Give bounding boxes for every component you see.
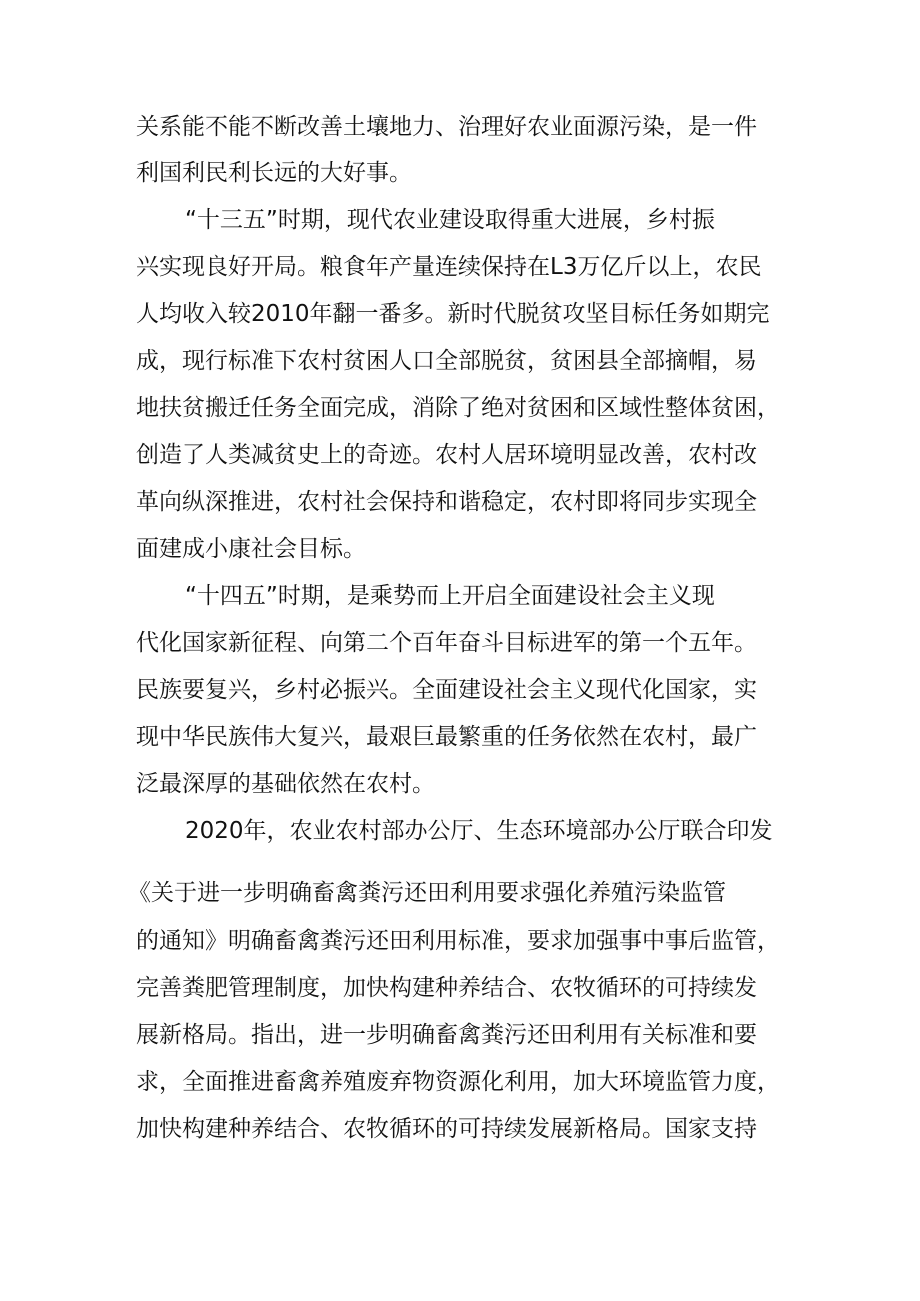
- paragraph-2-line-1: [0, 197, 920, 243]
- paragraph-3-line-5: [0, 761, 920, 807]
- text-line: 《关于进一步明确畜禽粪污还田利用要求强化养殖污染监管: [128, 880, 726, 906]
- text-line: 加快构建种养结合、农牧循环的可持续发展新格局。国家支持: [136, 1116, 757, 1142]
- paragraph-1-line-1: [0, 104, 920, 150]
- paragraph-3-line-1: [0, 573, 920, 619]
- text-line: 面建成小康社会目标。: [136, 536, 366, 562]
- text-line: 泛最深厚的基础依然在农村。: [136, 771, 435, 797]
- text-line: 成，现行标准下农村贫困人口全部脱贫，贫困县全部摘帽，易: [136, 348, 757, 374]
- paragraph-3-line-3: [0, 667, 920, 713]
- text-line: 的通知》明确畜禽粪污还田利用标准，要求加强事中事后监管，: [136, 928, 780, 954]
- text-line: 2020年，农业农村部办公厅、生态环境部办公厅联合印发: [185, 818, 773, 844]
- text-line: “十四五”时期，是乘势而上开启全面建设社会主义现: [185, 583, 715, 609]
- paragraph-4-line-5: [0, 1012, 920, 1058]
- paragraph-4-line-4: [0, 965, 920, 1011]
- text-line: 求，全面推进畜禽养殖废弃物资源化利用，加大环境监管力度，: [136, 1069, 780, 1095]
- text-line: 地扶贫搬迁任务全面完成，消除了绝对贫困和区域性整体贫困，: [136, 395, 780, 421]
- text-line: 展新格局。指出，进一步明确畜禽粪污还田利用有关标准和要: [136, 1022, 757, 1048]
- paragraph-2-line-2: [0, 244, 920, 290]
- text-line: 人均收入较2010年翻一番多。新时代脱贫攻坚目标任务如期完: [136, 301, 770, 327]
- text-line: “十三五”时期，现代农业建设取得重大进展，乡村振: [185, 207, 715, 233]
- paragraph-2-line-7: [0, 479, 920, 525]
- text-line: 现中华民族伟大复兴，最艰巨最繁重的任务依然在农村，最广: [136, 724, 757, 750]
- paragraph-2-line-8: [0, 526, 920, 572]
- paragraph-3-line-2: [0, 620, 920, 666]
- paragraph-4-line-6: [0, 1059, 920, 1105]
- paragraph-3-line-4: [0, 714, 920, 760]
- paragraph-2-line-6: [0, 432, 920, 478]
- text-line: 民族要复兴，乡村必振兴。全面建设社会主义现代化国家，实: [136, 677, 757, 703]
- text-line: 关系能不能不断改善土壤地力、治理好农业面源污染，是一件: [136, 114, 757, 140]
- paragraph-2-line-4: [0, 338, 920, 384]
- text-line: 完善粪肥管理制度，加快构建种养结合、农牧循环的可持续发: [136, 975, 757, 1001]
- text-line: 利国利民利长远的大好事。: [136, 160, 412, 186]
- paragraph-4-line-3: [0, 918, 920, 964]
- paragraph-2-line-5: [0, 385, 920, 431]
- text-line: 革向纵深推进，农村社会保持和谐稳定，农村即将同步实现全: [136, 489, 757, 515]
- paragraph-1-line-2: [0, 150, 920, 196]
- paragraph-4-line-1: [0, 808, 920, 854]
- text-line: 兴实现良好开局。粮食年产量连续保持在L3万亿斤以上，农民: [136, 254, 762, 280]
- text-line: 代化国家新征程、向第二个百年奋斗目标进军的第一个五年。: [136, 630, 757, 656]
- paragraph-4-line-7: [0, 1106, 920, 1152]
- paragraph-2-line-3: [0, 291, 920, 337]
- paragraph-4-line-2: [0, 870, 920, 916]
- text-line: 创造了人类减贫史上的奇迹。农村人居环境明显改善，农村改: [136, 442, 757, 468]
